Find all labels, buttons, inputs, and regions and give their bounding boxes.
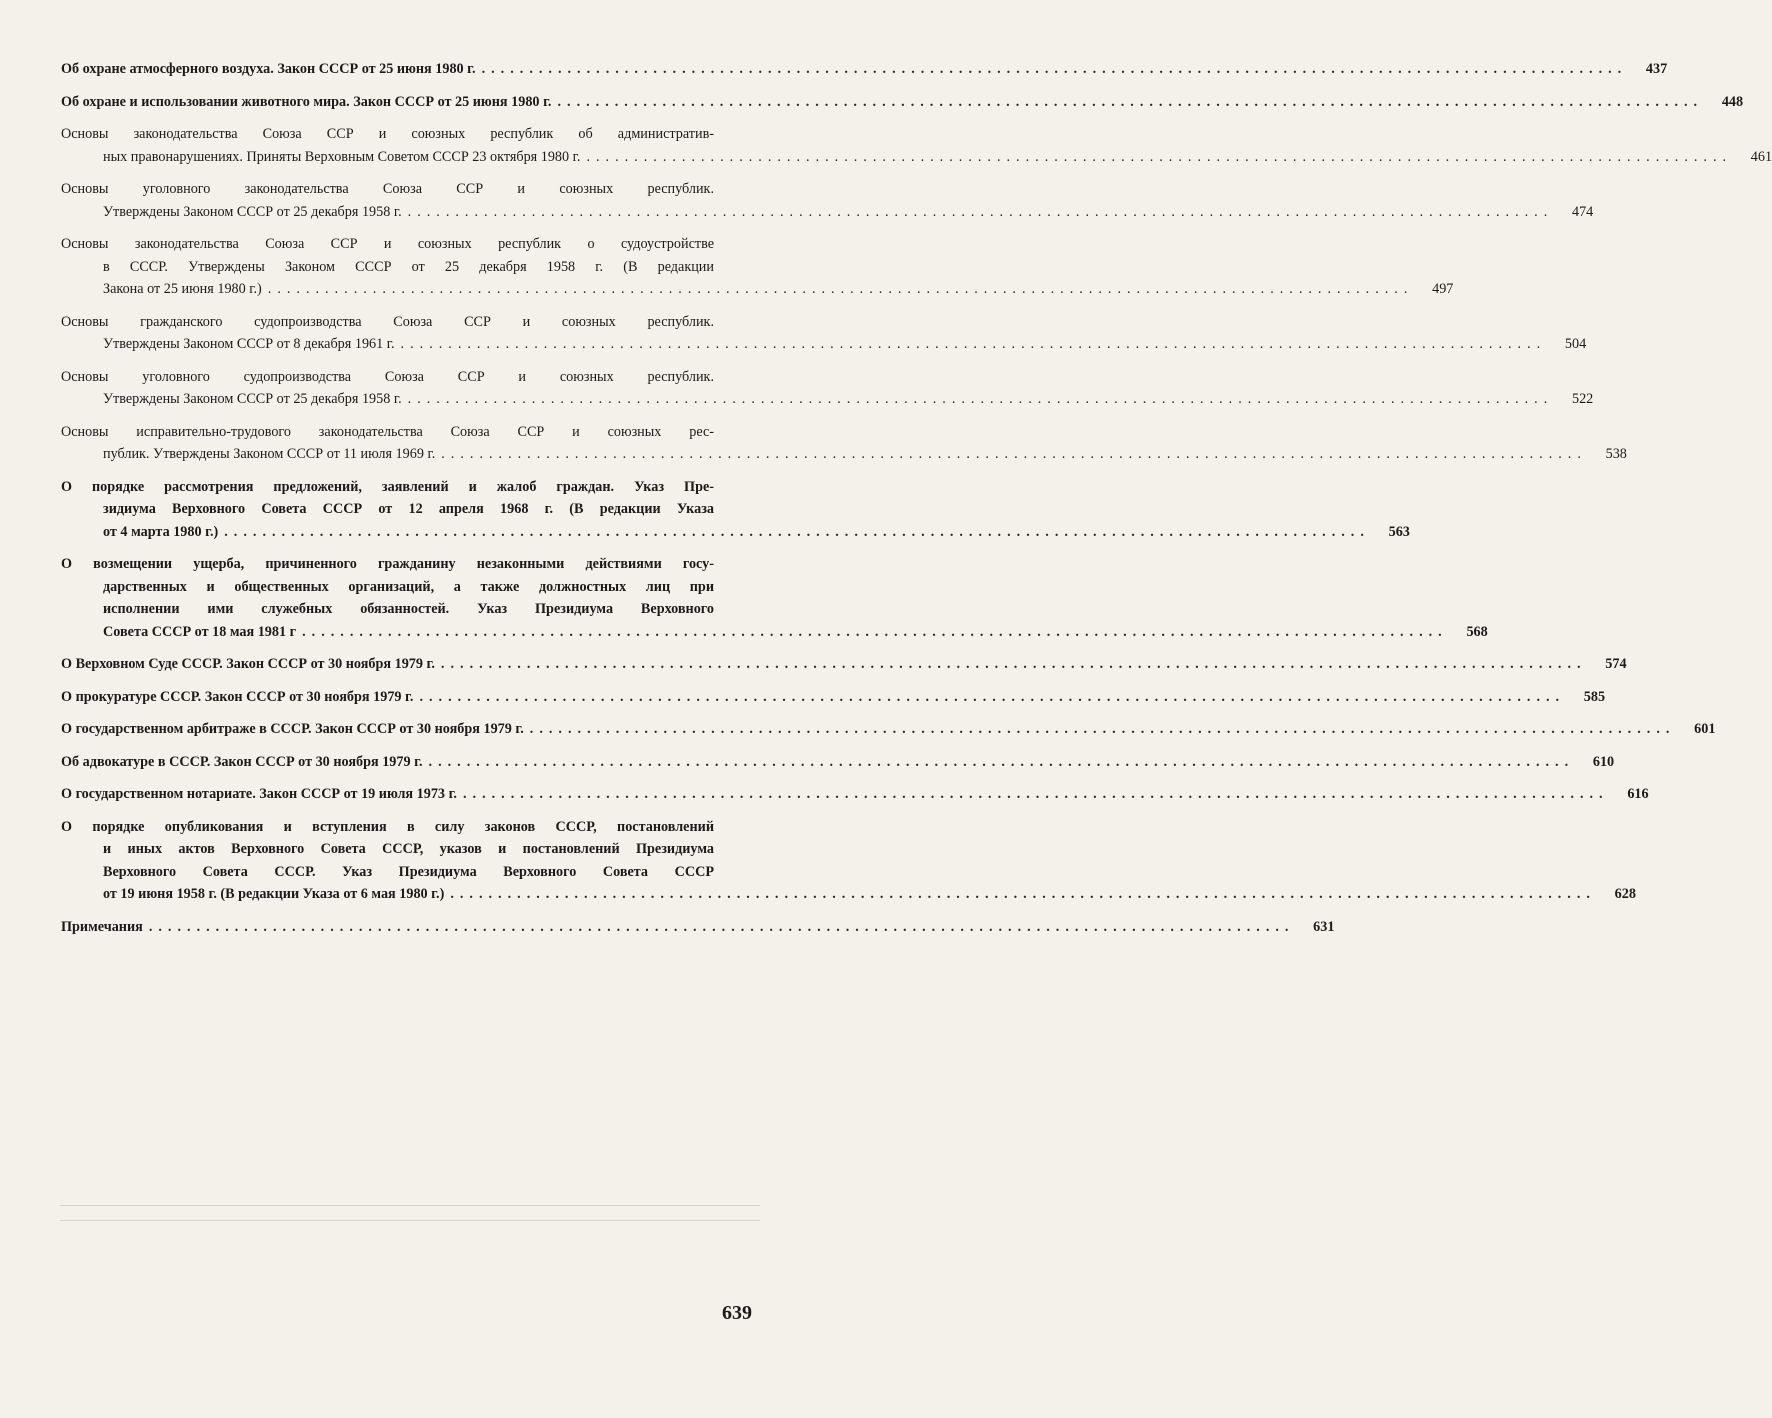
toc-entry-last-line — [61, 201, 1594, 224]
toc-entry-last-line — [61, 443, 1627, 466]
toc-entry-title: О Верховном Суде СССР. Закон СССР от 30 ноября 1979 г. — [61, 656, 435, 672]
toc-entry — [61, 751, 1615, 774]
toc-entry — [61, 686, 1606, 709]
dot-leader: ........................................................................................................................ — [441, 446, 1587, 462]
toc-page-number: 601 — [1694, 721, 1716, 737]
show-through-rule — [60, 1220, 760, 1221]
toc-page-number: 585 — [1583, 688, 1606, 705]
page-number: 639 — [722, 1302, 752, 1324]
toc-entry — [61, 718, 1716, 741]
toc-entry — [61, 123, 1772, 168]
toc-entry-title-line: Основы уголовного судопроизводства Союза ССР и союзных республик. — [61, 368, 714, 385]
toc-entry — [61, 783, 1649, 806]
dot-leader: ........................................................................................................................ — [267, 281, 1414, 297]
toc-page-number: 538 — [1605, 446, 1627, 462]
toc-page-number: 610 — [1592, 753, 1615, 770]
toc-page-number: 437 — [1645, 61, 1668, 77]
toc-entry — [61, 553, 1488, 643]
toc-entry-title: Закона от 25 июня 1980 г.) — [103, 281, 262, 297]
dot-leader: ........................................................................................................................ — [462, 786, 1609, 802]
toc-entry-title-line: Основы гражданского судопроизводства Союза ССР и союзных республик. — [61, 313, 714, 330]
toc-entry-title-line: Верховного Совета СССР. Указ Президиума Верховного Совета СССР — [103, 863, 714, 880]
toc-page-number: 574 — [1605, 656, 1627, 672]
toc-entry-title-line: О порядке рассмотрения предложений, заявлений и жалоб граждан. Указ Пре- — [61, 478, 714, 495]
dot-leader: ........................................................................................................................ — [450, 886, 1596, 902]
toc-entry-title: Утверждены Законом СССР от 25 декабря 1958 г. — [103, 391, 402, 407]
toc-entry — [61, 91, 1744, 114]
toc-entry-title: О государственном арбитраже в СССР. Закон СССР от 30 ноября 1979 г. — [61, 721, 524, 737]
toc-entry-title-line: зидиума Верховного Совета СССР от 12 апреля 1968 г. (В редакции Указа — [103, 501, 714, 517]
toc-entry-title: О прокуратуре СССР. Закон СССР от 30 ноября 1979 г. — [61, 688, 414, 705]
toc-entry-last-line — [61, 916, 1335, 939]
toc-page-number: 461 — [1750, 148, 1772, 165]
toc-entry-last-line — [61, 146, 1772, 169]
toc-entry-title-line: дарственных и общественных организаций, а также должностных лиц при — [103, 578, 714, 595]
toc-entry-last-line — [61, 621, 1488, 644]
toc-entry-last-line — [61, 388, 1594, 411]
toc-entry-title-line: исполнении ими служебных обязанностей. Указ Президиума Верховного — [103, 601, 714, 617]
toc-entry-title: Утверждены Законом СССР от 25 декабря 1958 г. — [103, 203, 402, 220]
toc-page-number: 616 — [1627, 786, 1649, 802]
toc-entry-title: от 19 июня 1958 г. (В редакции Указа от 6 мая 1980 г.) — [103, 886, 445, 902]
toc-entry-title-line: в СССР. Утверждены Законом СССР от 25 декабря 1958 г. (В редакции — [103, 258, 714, 275]
toc-entry — [61, 58, 1668, 81]
toc-entry — [61, 311, 1587, 356]
toc-entry-last-line — [61, 58, 1668, 81]
toc-entry-title: Утверждены Законом СССР от 8 декабря 1961 г. — [103, 336, 395, 352]
toc-page-number: 568 — [1466, 623, 1488, 640]
toc-entry-last-line — [61, 333, 1587, 356]
toc-entry-title: О государственном нотариате. Закон СССР от 19 июля 1973 г. — [61, 786, 457, 802]
dot-leader: ........................................................................................................................ — [302, 623, 1448, 640]
dot-leader: ........................................................................................................................ — [557, 93, 1704, 110]
toc-entry-title-line: О порядке опубликования и вступления в силу законов СССР, постановлений — [61, 818, 714, 835]
toc-entry-title: Об адвокатуре в СССР. Закон СССР от 30 ноября 1979 г. — [61, 753, 423, 770]
toc-entry-title: ных правонарушениях. Приняты Верховным Советом СССР 23 октября 1980 г. — [103, 148, 581, 165]
toc-entry-last-line — [61, 751, 1615, 774]
toc-entry-title-line: и иных актов Верховного Совета СССР, указов и постановлений Президиума — [103, 841, 714, 857]
toc-entry-title-line: Основы исправительно-трудового законодательства Союза ССР и союзных рес- — [61, 423, 714, 440]
toc-entry-title: Об охране атмосферного воздуха. Закон СССР от 25 июня 1980 г. — [61, 61, 476, 77]
toc-page-number: 522 — [1571, 391, 1594, 407]
toc-entry-last-line — [61, 718, 1716, 741]
toc-entry — [61, 916, 1335, 939]
dot-leader: ........................................................................................................................ — [400, 336, 1547, 352]
toc-page-number: 448 — [1721, 93, 1744, 110]
toc-page-number: 474 — [1571, 203, 1594, 220]
show-through-rule — [60, 1205, 760, 1206]
dot-leader: ........................................................................................................................ — [529, 721, 1676, 737]
toc-entry-title: Примечания — [61, 918, 143, 935]
toc-entry-title: Совета СССР от 18 мая 1981 г — [103, 623, 297, 640]
toc-page-number: 628 — [1614, 886, 1636, 902]
toc-entry — [61, 366, 1594, 411]
toc-entry-title-line: Основы уголовного законодательства Союза ССР и союзных республик. — [61, 181, 714, 197]
dot-leader: ........................................................................................................................ — [407, 391, 1554, 407]
dot-leader: ........................................................................................................................ — [481, 61, 1628, 77]
toc-entry-title-line: Основы законодательства Союза ССР и союзных республик о судоустройстве — [61, 236, 714, 252]
toc-page-number: 504 — [1564, 336, 1587, 352]
dot-leader: ........................................................................................................................ — [428, 753, 1575, 770]
toc-entry-title: от 4 марта 1980 г.) — [103, 523, 219, 540]
dot-leader: ........................................................................................................................ — [224, 523, 1370, 540]
toc-entry — [61, 476, 1410, 544]
toc-page-number: 563 — [1388, 523, 1410, 540]
toc-entry — [61, 653, 1627, 676]
toc-entry-last-line — [61, 91, 1744, 114]
toc-entry-last-line — [61, 883, 1636, 906]
toc-entry — [61, 233, 1454, 301]
table-of-contents — [61, 58, 1772, 948]
dot-leader: ........................................................................................................................ — [440, 656, 1587, 672]
toc-entry — [61, 816, 1636, 906]
dot-leader: ........................................................................................................................ — [148, 918, 1295, 935]
dot-leader: ........................................................................................................................ — [419, 688, 1566, 705]
toc-entry-title: публик. Утверждены Законом СССР от 11 июля 1969 г. — [103, 446, 436, 462]
dot-leader: ........................................................................................................................ — [586, 148, 1733, 165]
toc-entry-last-line — [61, 653, 1627, 676]
toc-page-number: 497 — [1432, 281, 1454, 297]
toc-entry — [61, 421, 1627, 466]
toc-page-number: 631 — [1313, 918, 1335, 935]
dot-leader: ........................................................................................................................ — [407, 203, 1554, 220]
toc-entry-title-line: О возмещении ущерба, причиненного гражданину незаконными действиями госу- — [61, 556, 714, 572]
toc-entry-last-line — [61, 783, 1649, 806]
toc-entry-title: Об охране и использовании животного мира. Закон СССР от 25 июня 1980 г. — [61, 93, 552, 110]
toc-entry-last-line — [61, 686, 1606, 709]
toc-entry-title-line: Основы законодательства Союза ССР и союзных республик об административ- — [61, 126, 714, 142]
toc-entry — [61, 178, 1594, 223]
toc-entry-last-line — [61, 521, 1410, 544]
toc-entry-last-line — [61, 278, 1454, 301]
